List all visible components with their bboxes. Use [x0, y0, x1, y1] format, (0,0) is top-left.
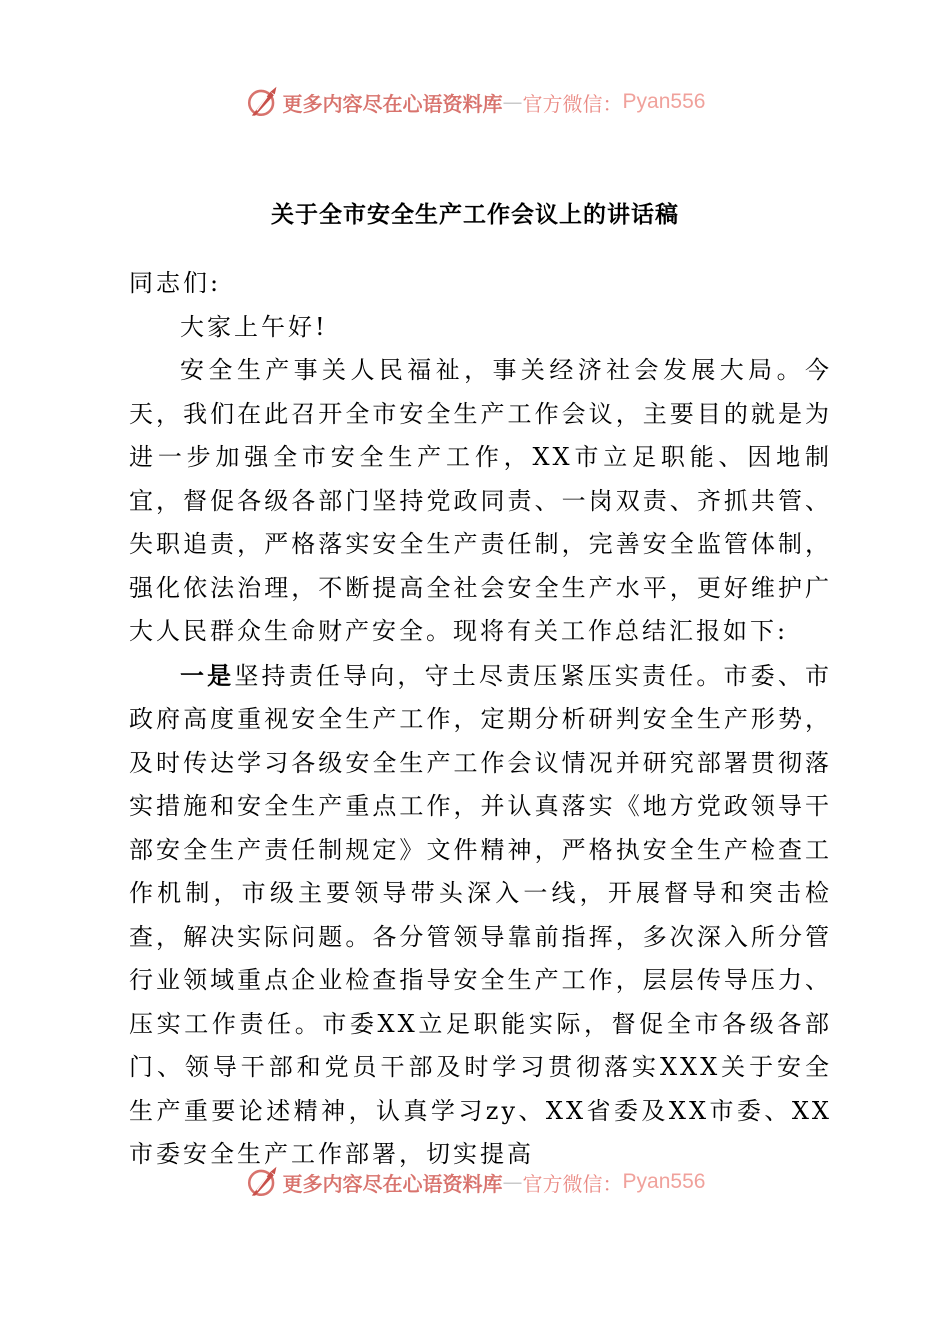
document-title: 关于全市安全生产工作会议上的讲话稿 — [271, 202, 679, 228]
banner-wechat-label: 官方微信： — [522, 91, 623, 116]
banner-separator: — — [502, 90, 523, 114]
footer-banner — [0, 1162, 950, 1202]
banner-wechat-id: Pyan556 — [622, 90, 706, 113]
paragraph-1: 安全生产事关人民福祉，事关经济社会发展大局。今天，我们在此召开全市安全生产工作会议，主要目的就是为进一步加强全市安全生产工作，XX市立足职能、因地制宜，督促各级各部门坚持党政同责、一岗双责、齐抓共管、失职追责，严格落实安全生产责任制，完善安全监管体制，强化依法治理，不断提高全社会安全生产水平，更好维护广大人民群众生命财产安全。现将有关工作总结汇报如下: — [129, 356, 832, 645]
document-body — [129, 262, 832, 1177]
greeting: 大家上午好! — [180, 312, 328, 341]
footer-banner-wechat-id: Pyan556 — [622, 1170, 706, 1193]
footer-banner-separator: — — [502, 1170, 523, 1194]
quill-pen-logo-icon — [245, 85, 279, 119]
paragraph-2-text: 坚持责任导向，守土尽责压紧压实责任。市委、市政府高度重视安全生产工作，定期分析研判安全生产形势，及时传达学习各级安全生产工作会议情况并研究部署贯彻落实措施和安全生产重点工作，并认真落实《地方党政领导干部安全生产责任制规定》文件精神，严格执安全生产检查工作机制，市级主要领导带头深入一线，开展督导和突击检查，解决实际问题。各分管领导靠前指挥，多次深入所分管行业领域重点企业检查指导安全生产工作，层层传导压力、压实工作责任。市委XX立足职能实际，督促全市各级各部门、领导干部和党员干部及时学习贯彻落实XXX关于安全生产重要论述精神，认真学习zy、XX省委及XX市委、XX市委安全生产工作部署，切实提高 — [129, 661, 833, 1168]
banner-main-text: 更多内容尽在心语资料库 — [282, 91, 503, 116]
footer-banner-wechat-label: 官方微信： — [522, 1171, 623, 1196]
salutation: 同志们: — [129, 269, 222, 297]
footer-banner-main-text: 更多内容尽在心语资料库 — [282, 1171, 503, 1196]
header-banner — [0, 82, 950, 122]
paragraph-2 — [129, 654, 832, 1177]
quill-pen-logo-icon — [245, 1165, 279, 1199]
paragraph-2-lead: 一是 — [180, 660, 235, 690]
